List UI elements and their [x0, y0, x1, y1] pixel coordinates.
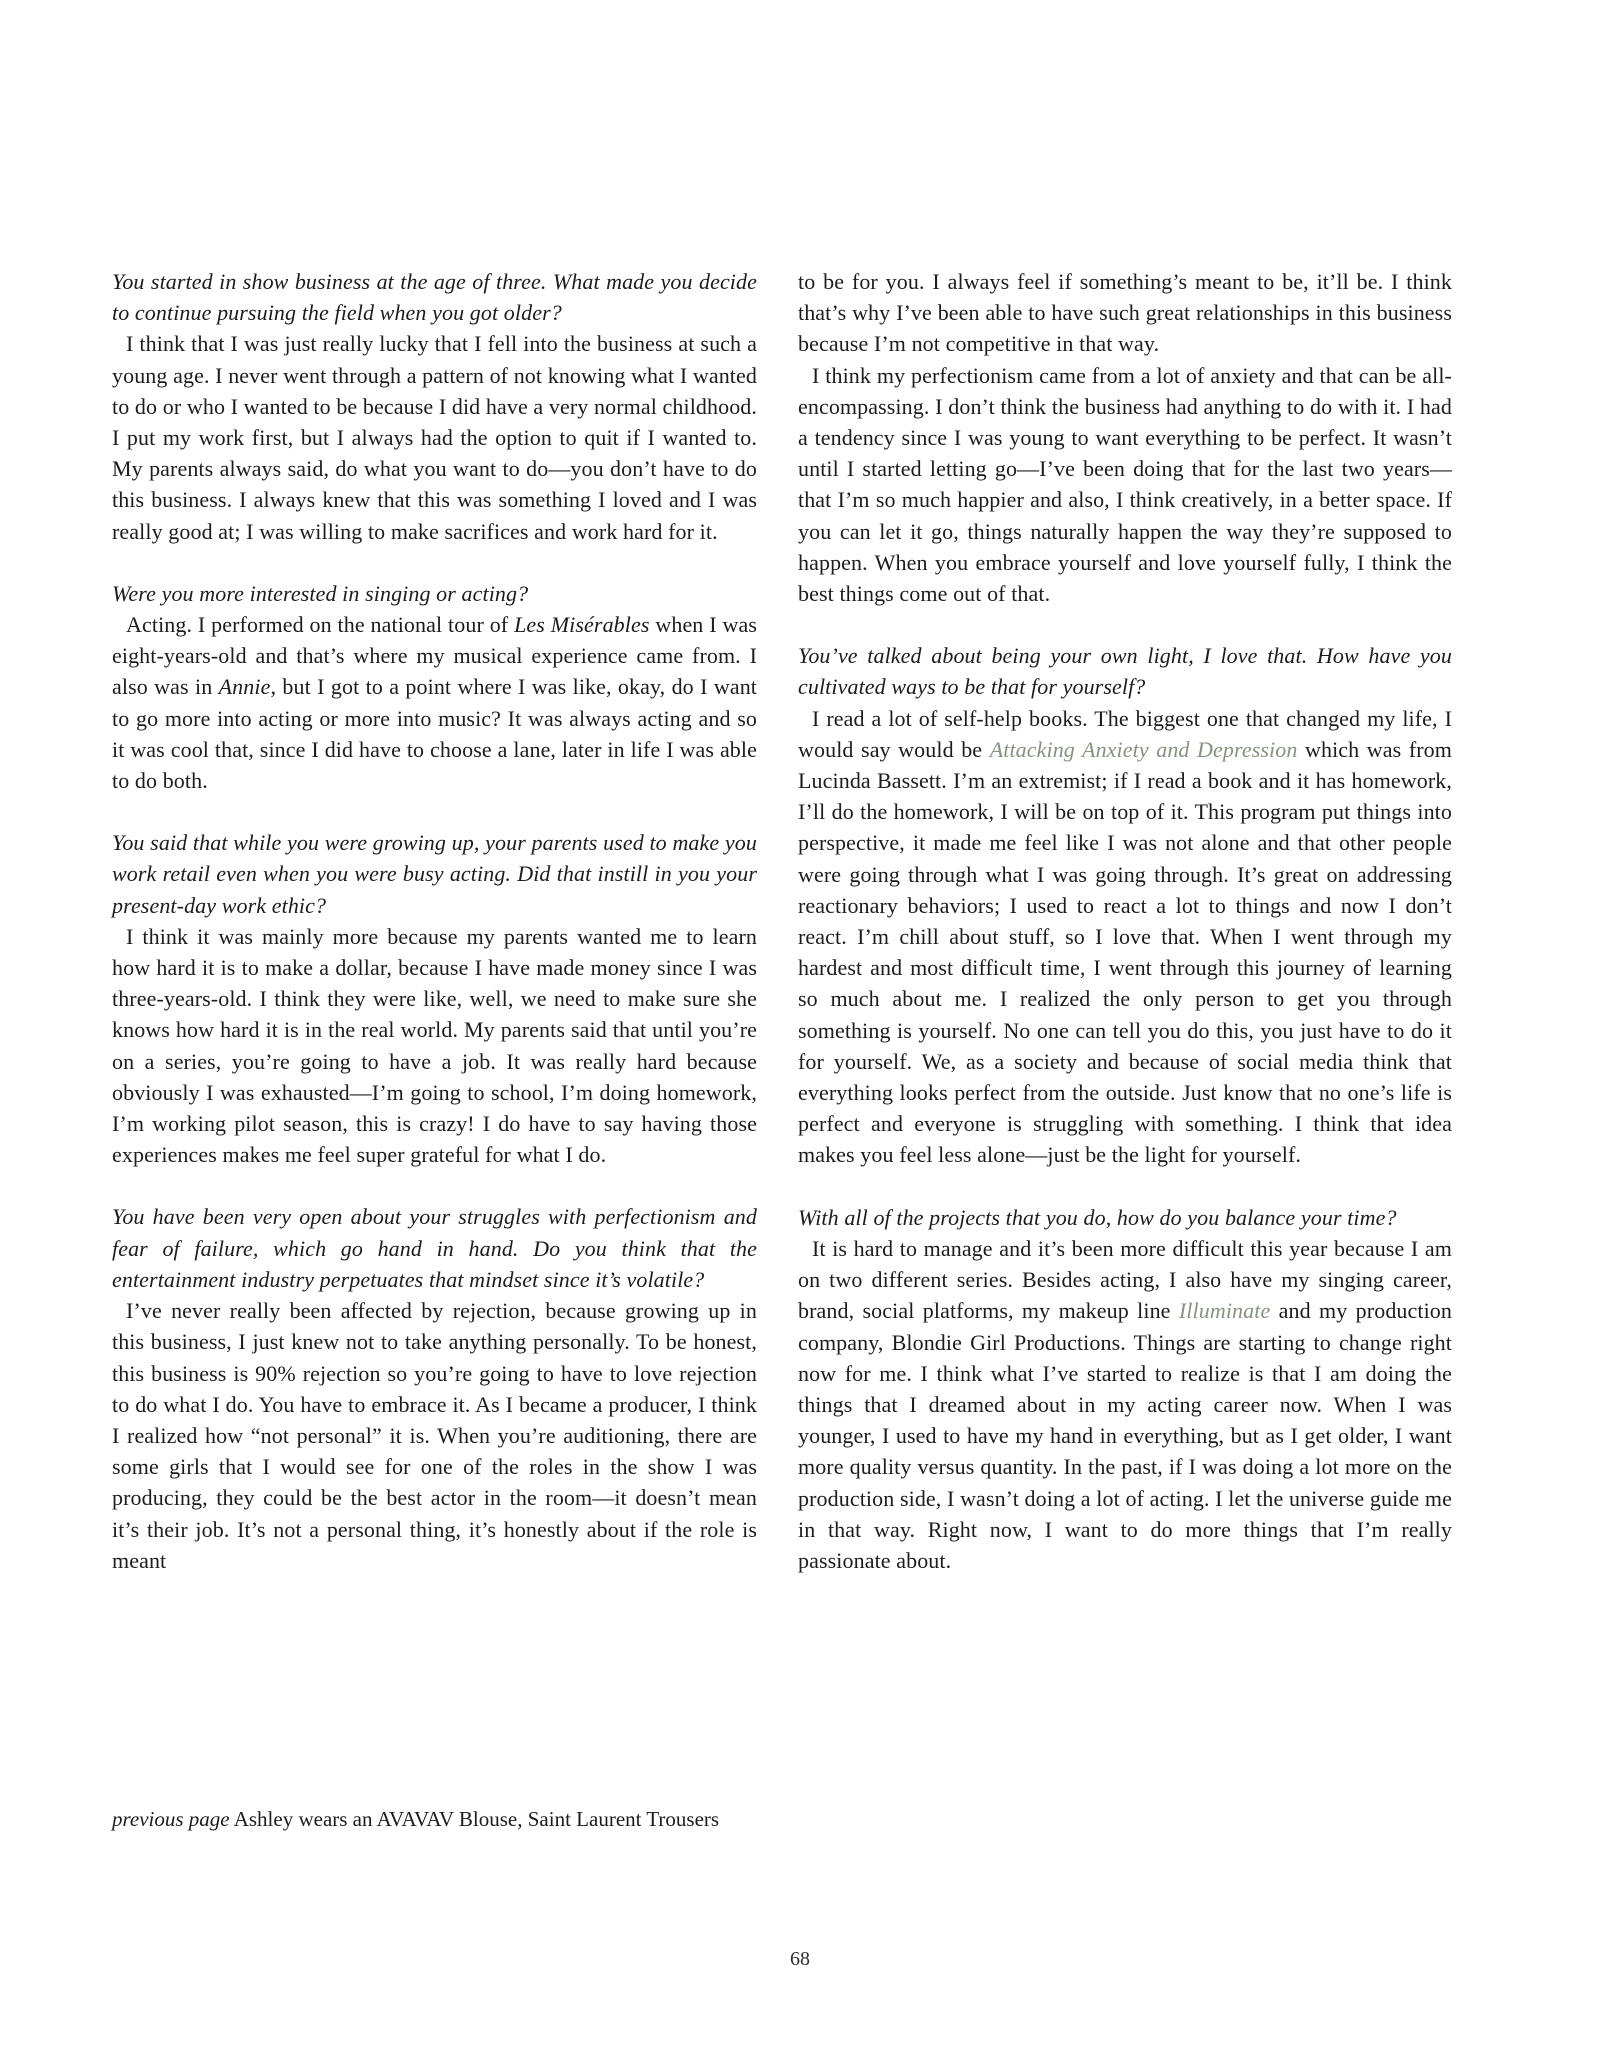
interview-question	[112, 266, 757, 328]
text-segment: You said that while you were growing up, your parents used to make you work retail even when you were busy acting. Did that instill in you your present-day work ethic?	[112, 830, 757, 918]
interview-question	[798, 640, 1452, 702]
text-segment: You have been very open about your struggles with perfectionism and fear of failure, which go hand in hand. Do you think that the entertainment industry perpetuates that mindset since it’s volatile?	[112, 1204, 757, 1292]
interview-answer	[798, 703, 1452, 1171]
interview-answer	[112, 328, 757, 546]
text-segment: which was from Lucinda Bassett. I’m an extremist; if I read a book and it has homework, I’ll do the homework, I will be on top of it. This program put things into perspective, it made me feel like I was not alone and that other people were going through what I was going through. It’s great on addressing reactionary behaviors; I used to react a lot to things and now I don’t react. I’m chill about stuff, so I love that. When I went through my hardest and most difficult time, I went through this journey of learning so much about me. I realized the only person to get you through something is yourself. No one can tell you do this, you just have to do it for yourself. We, as a society and because of social media think that everything looks perfect from the outside. Just know that no one’s life is perfect and everyone is struggling with something. I think that idea makes you feel less alone—just be the light for yourself.	[798, 736, 1452, 1168]
text-segment: when I was eight-years-old and that’s where my musical experience came from. I also was in	[112, 612, 758, 700]
text-segment: I think it was mainly more because my parents wanted me to learn how hard it is to make a dollar, because I have made money since I was three-years-old. I think they were like, well, we need to make sure she knows how hard it is in the real world. My parents said that until you’re on a series, you’re going to have a job. It was really hard because obviously I was exhausted—I’m going to school, I’m doing homework, I’m working pilot season, this is crazy! I do have to say having those experiences makes me feel super grateful for what I do.	[112, 923, 757, 1168]
interview-question	[112, 1201, 757, 1295]
text-segment: Annie	[218, 674, 271, 700]
photo-credit-caption	[112, 1806, 719, 1832]
interview-answer	[112, 609, 757, 796]
text-segment: I’ve never really been affected by rejection, because growing up in this business, I just knew not to take anything personally. To be honest, this business is 90% rejection so you’re going to have to love rejection to do what I do. You have to embrace it. As I became a producer, I think I realized how “not personal” it is. When you’re auditioning, there are some girls that I would see for one of the roles in the show I was producing, they could be the best actor in the room—it doesn’t mean it’s their job. It’s not a personal thing, it’s honestly about if the role is meant	[112, 1298, 757, 1573]
text-segment: I think my perfectionism came from a lot of anxiety and that can be all-encompassing. I don’t think the business had anything to do with it. I had a tendency since I was young to want everything to be perfect. It wasn’t until I started letting go—I’ve been doing that for the last two years—that I’m so much happier and also, I think creatively, in a better space. If you can let it go, things naturally happen the way they’re supposed to happen. When you embrace yourself and love yourself fully, I think the best things come out of that.	[798, 362, 1452, 607]
interview-answer	[798, 360, 1452, 610]
interview-column-right	[798, 266, 1452, 1576]
interview-column-left	[112, 266, 757, 1576]
interview-body	[112, 266, 1452, 1576]
highlighted-title-text: Attacking Anxiety and Depression	[989, 736, 1298, 762]
interview-question	[798, 1202, 1452, 1233]
text-segment: I read a lot of self-help books. The biggest one that changed my life, I would say would be	[798, 705, 1452, 762]
text-segment: With all of the projects that you do, how do you balance your time?	[798, 1204, 1397, 1230]
text-segment: , but I got to a point where I was like, okay, do I want to go more into acting or more into music? It was always acting and so it was cool that, since I did have to choose a lane, later in life I was able to do both.	[112, 674, 758, 794]
page-number: 68	[790, 1948, 810, 1970]
text-segment: Acting. I performed on the national tour of	[126, 612, 515, 638]
text-segment: Were you more interested in singing or acting?	[112, 580, 529, 606]
interview-question	[112, 827, 757, 921]
interview-question	[112, 578, 757, 609]
caption-lead: previous page	[112, 1807, 230, 1831]
text-segment: It is hard to manage and it’s been more difficult this year because I am on two different series. Besides acting, I also have my singing career, brand, social platforms, my makeup line	[798, 1235, 1452, 1324]
text-segment: Les Misérables	[514, 612, 650, 638]
text-segment: and my production company, Blondie Girl Productions. Things are starting to change right now for me. I think what I’ve started to realize is that I am doing the things that I dreamed about in my acting career now. When I was younger, I used to have my hand in everything, but as I get older, I want more quality versus quantity. In the past, if I was doing a lot more on the production side, I wasn’t doing a lot of acting. I let the universe guide me in that way. Right now, I want to do more things that I’m really passionate about.	[798, 1298, 1453, 1573]
interview-answer	[112, 1295, 757, 1576]
text-segment: You’ve talked about being your own light, I love that. How have you cultivated ways to be that for yourself?	[798, 643, 1452, 700]
highlighted-title-text: Illuminate	[1178, 1298, 1271, 1324]
text-segment: I think that I was just really lucky that I fell into the business at such a young age. I never went through a pattern of not knowing what I wanted to do or who I wanted to be because I did have a very normal childhood. I put my work first, but I always had the option to quit if I wanted to. My parents always said, do what you want to do—you don’t have to do this business. I always knew that this was something I loved and I was really good at; I was willing to make sacrifices and work hard for it.	[112, 331, 757, 544]
interview-answer	[798, 266, 1452, 360]
interview-answer	[798, 1233, 1452, 1576]
text-segment: You started in show business at the age of three. What made you decide to continue pursuing the field when you got older?	[112, 269, 757, 326]
interview-answer	[112, 921, 757, 1171]
text-segment: to be for you. I always feel if something’s meant to be, it’ll be. I think that’s why I’ve been able to have such great relationships in this business because I’m not competitive in that way.	[798, 269, 1452, 357]
caption-text: Ashley wears an AVAVAV Blouse, Saint Laurent Trousers	[229, 1807, 720, 1831]
